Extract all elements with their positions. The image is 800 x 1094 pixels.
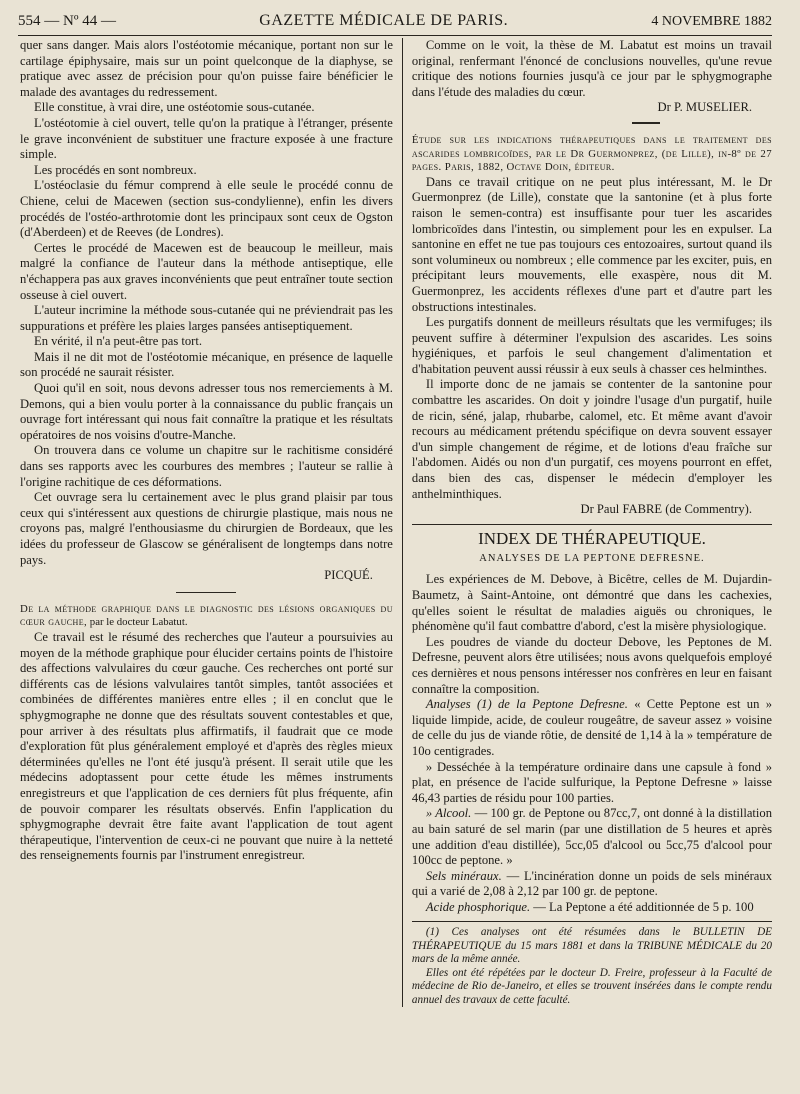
acide-paragraph xyxy=(412,900,772,916)
footnote xyxy=(412,967,772,1007)
sels-label: Sels minéraux. xyxy=(425,868,502,883)
sels-paragraph xyxy=(412,869,772,900)
page-number: 554 — Nº 44 — xyxy=(18,13,116,29)
paragraph: Les purgatifs donnent de meilleurs résultats que les vermifuges; ils peuvent suffire à déterminer l'expulsion des ascarides. Les soins hygiéniques, et parfois le seul changement d'alimentation et d'habitation peuvent aussi réussir à eux seuls à chasser ces helminthes. xyxy=(411,315,772,376)
paragraph: Il importe donc de ne jamais se contenter de la santonine pour combattre les ascarides. On doit y joindre l'usage d'un purgatif, huile de ricin, séné, jalap, rhubarbe, calomel, etc. Et même avant d'avoir recours au médicament prétendu spécifique on devra souvent essayer d'un simple changement de régime, et de lotions d'eau fraîche sur l'abdomen. Aidés ou non d'un purgatif, ces moyens pourront en effet, dans bien des cas, dispenser le médecin d'employer les anthelminthiques. xyxy=(411,377,772,501)
section-title-author: par le docteur Labatut. xyxy=(89,616,188,629)
footnote xyxy=(412,926,772,966)
paragraph: Les procédés en sont nombreux. xyxy=(34,162,197,177)
alcool-label: » Alcool. xyxy=(425,806,472,821)
acide-label: Acide phosphorique. xyxy=(425,899,531,914)
index-subtitle: ANALYSES DE LA PEPTONE DEFRESNE. xyxy=(479,552,705,564)
alcool-paragraph xyxy=(412,806,772,868)
analyses-label: Analyses (1) de la Peptone Defresne. xyxy=(425,697,628,712)
alcool-text: — 100 gr. de Peptone ou 87cc,7, ont donné à la distillation au bain saturé de sel marin (par une distillation de 5 heures et après une addition d'eau distillée), 5cc,05 d'alcool ou 5cc,75 d'alcool pour 100cc de peptone. » xyxy=(411,806,773,868)
analyses-paragraph xyxy=(412,697,772,759)
signature-muselier: Dr P. MUSELIER. xyxy=(657,100,752,115)
signature-fabre: Dr Paul FABRE (de Commentry). xyxy=(580,502,752,517)
left-column xyxy=(18,38,402,1007)
footnote-text: (1) Ces analyses ont été résumées dans le BULLETIN DE THÉRAPEUTIQUE du 15 mars 1881 et dans la TRIBUNE MÉDICALE du 20 mars de la même année. xyxy=(411,926,772,966)
analyses-text: « Cette Peptone est un » liquide limpide, acide, de couleur rougeâtre, de saveur assez » voisine de celle du jus de viande rôtie, de densité de 1,14 à la » température de 10o centigrades. xyxy=(411,697,772,758)
journal-title: GAZETTE MÉDICALE DE PARIS. xyxy=(259,12,509,29)
signature-picque: PICQUÉ. xyxy=(324,568,373,583)
issue-date: 4 NOVEMBRE 1882 xyxy=(651,14,772,29)
right-column xyxy=(402,38,772,1007)
acide-text: — La Peptone a été additionnée de 5 p. 100 xyxy=(533,899,754,914)
section-title-caps: De la méthode graphique dans le diagnostic des lésions organiques du cœur gauche, xyxy=(20,602,393,629)
paragraph: Certes le procédé de Macewen est de beaucoup le meilleur, mais malgré la confiance de l'auteur dans la méthode antiseptique, elle n'échappera pas aux graves inconvénients que peut entraîner toute section osseuse à ciel ouvert. xyxy=(20,240,393,302)
paragraph: Mais il ne dit mot de l'ostéotomie mécanique, en présence de laquelle son procédé ne saurait résister. xyxy=(20,349,393,380)
paragraph: Cet ouvrage sera lu certainement avec le plus grand plaisir par tous ceux qui s'intéressent aux questions de chirurgie plastique, mais nous ne croyons pas, malgré l'enthousiasme du chirurgien de Bordeaux, que les idées du professeur de Glascow se généralisent de longtemps dans notre pays. xyxy=(20,490,393,567)
paragraph: Dans ce travail critique on ne peut plus intéressant, M. le Dr Guermonprez (de Lille), constate que la santonine (et à plus forte raison le semen-contra) est insuffisante pour tuer les ascarides lombricoïdes dans l'intestin, ou simplement pour les en expulser. La santonine en effet ne tue pas toujours ces entozoaires, surtout quand ils sont volumineux ou nombreux ; elle commence par les exciter, puis, en précipitant leurs mouvements, elle exaspère, nous dit M. Guermonprez, les accidents réflexes d'une part et d'autre part les obstructions intestinales. xyxy=(411,174,772,314)
section-title-guermonprez xyxy=(412,134,772,175)
paragraph: Les poudres de viande du docteur Debove, les Peptones de M. Defresne, peuvent alors être utilisées; nous avons quelquefois employé ces dernières et nous pensons intéresser nos confrères en leur en faisant connaître la composition. xyxy=(411,634,772,696)
footnote-text: Elles ont été répétées par le docteur D. Freire, professeur à la Faculté de médecine de Rio de-Janeiro, et elles se trouvent insérées dans le compte rendu annuel des travaux de cette faculté. xyxy=(411,966,772,1006)
paragraph: Les expériences de M. Debove, à Bicêtre, celles de M. Dujardin-Baumetz, à Saint-Antoine, ont démontré que dans les cachexies, qu'elles soient le résultat de maladies aiguës ou chroniques, le phénomène qu'il faut combattre d'abord, c'est la misère physiologique. xyxy=(411,572,772,634)
section-divider xyxy=(176,592,236,593)
paragraph: Elle constitue, à vrai dire, une ostéotomie sous-cutanée. xyxy=(34,100,315,115)
section-divider xyxy=(632,122,660,124)
columns xyxy=(18,38,772,1007)
paragraph: En vérité, il n'a peut-être pas tort. xyxy=(34,334,203,349)
paragraph: L'ostéoclasie du fémur comprend à elle seule le procédé connu de Chiene, celui de Macewen (section sus-condylienne), enfin les divers procédés de l'ostéo-arthrotomie dont les principaux sont ceux de Ogston (d'Aberdeen) et de Reeves (de Londres). xyxy=(20,178,393,240)
page-header xyxy=(18,12,772,36)
paragraph: L'auteur incrimine la méthode sous-cutanée qui ne préviendrait pas les suppurations et préfère les plaies larges pansées antiseptiquement. xyxy=(20,303,393,333)
paragraph: Quoi qu'il en soit, nous devons adresser tous nos remerciements à M. Demons, qui a bien voulu porter à la connaissance du public français un ouvrage fort intéressant qui nous fait connaître la pratique et les résultats opératoires de nos voisins d'outre-Manche. xyxy=(20,381,393,442)
footnote-divider xyxy=(412,921,772,922)
paragraph: » Desséchée à la température ordinaire dans une capsule à fond » plat, en présence de l'acide sulfurique, la Peptone Defresne » laisse 46,43 parties de résidu pour 100 parties. xyxy=(411,759,772,805)
index-title: INDEX DE THÉRAPEUTIQUE. xyxy=(412,524,772,549)
paragraph: Ce travail est le résumé des recherches que l'auteur a poursuivies au moyen de la méthode graphique pour élucider certains points de l'histoire des affections valvulaires du cœur gauche. Ces recherches ont porté sur différents cas de lésions valvulaires tantôt simples, tantôt associées et combinées de différentes manières entre elles ; il en conclut que le sphygmographe ne donne que des résultats souvent contestables et que, pour arriver à des résultats plus affirmatifs, il faudrait que ce mode d'exploration fût plus généralement employé et d'après des règles mieux déterminées qu'elles ne l'ont été jusqu'à présent. Il serait utile que les médecins adoptassent pour cette étude les mêmes instruments enregistreurs et que l'application de ces derniers fût plus fréquente, afin de pouvoir comparer les résultats observés. Enfin l'application du sphygmographe devrait être faite avant l'application de tout agent thérapeutique, l'intervention de ceux-ci ne pouvant que nuire à la netteté des renseignements fournis par l'instrument enregistreur. xyxy=(20,629,393,863)
section-title-labatut xyxy=(20,603,393,630)
paragraph: On trouvera dans ce volume un chapitre sur le rachitisme considéré dans ses rapports avec les courbures des membres ; l'auteur se rallie à l'origine rachitique de ces déformations. xyxy=(20,443,393,489)
paragraph: quer sans danger. Mais alors l'ostéotomie mécanique, portant non sur le cartilage épiphysaire, mais sur un point quelconque de la diaphyse, se pratique avec assez de précision pour qu'on puisse faire bénéficier le malade des avantages du redressement. xyxy=(20,38,393,99)
sels-text: — L'incinération donne un poids de sels minéraux qui a varié de 2,08 à 2,12 par 100 gr. de peptone. xyxy=(411,868,772,899)
paragraph: L'ostéotomie à ciel ouvert, telle qu'on la pratique à l'étranger, présente le grave inconvénient de substituer une fracture exposée à une fracture simple. xyxy=(20,115,393,162)
paragraph: Comme on le voit, la thèse de M. Labatut est moins un travail original, renfermant l'énoncé de conclusions nouvelles, qu'une revue critique des notions fournies jusqu'à ce jour par le sphygmographe dans l'étude des maladies du cœur. xyxy=(411,38,772,99)
section-title-text: Étude sur les indications thérapeutiques dans le traitement des ascarides lombricoïdes, par le Dr Guermonprez, (de Lille), in-8º de 27 pages. Paris, 1882, Octave Doin, éditeur. xyxy=(411,133,772,174)
